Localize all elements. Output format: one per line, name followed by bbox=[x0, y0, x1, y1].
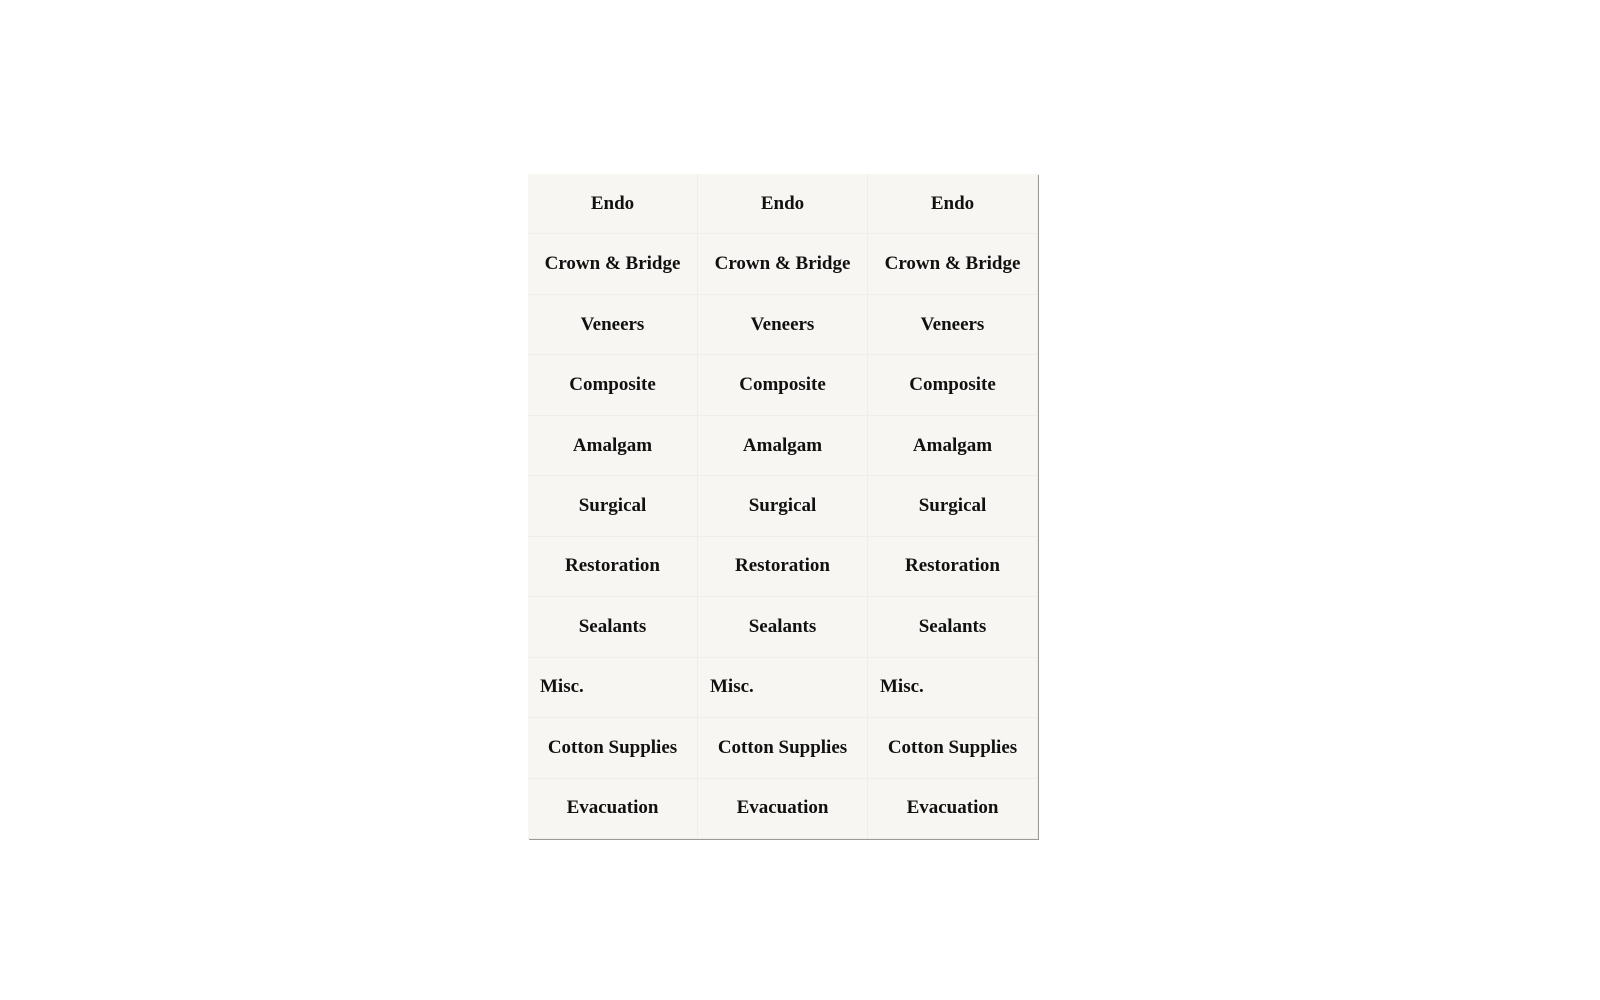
label-surgical: Surgical bbox=[868, 476, 1038, 536]
label-endo: Endo bbox=[698, 174, 868, 234]
label-veneers: Veneers bbox=[698, 295, 868, 355]
label-sealants: Sealants bbox=[698, 597, 868, 657]
label-sealants: Sealants bbox=[868, 597, 1038, 657]
label-sealants: Sealants bbox=[528, 597, 698, 657]
label-endo: Endo bbox=[868, 174, 1038, 234]
label-restoration: Restoration bbox=[868, 537, 1038, 597]
label-cotton-supplies: Cotton Supplies bbox=[698, 718, 868, 778]
label-crown-bridge: Crown & Bridge bbox=[528, 234, 698, 294]
label-veneers: Veneers bbox=[528, 295, 698, 355]
label-evacuation: Evacuation bbox=[868, 779, 1038, 839]
label-composite: Composite bbox=[528, 355, 698, 415]
label-misc: Misc. bbox=[528, 658, 698, 718]
label-amalgam: Amalgam bbox=[698, 416, 868, 476]
label-amalgam: Amalgam bbox=[868, 416, 1038, 476]
label-crown-bridge: Crown & Bridge bbox=[698, 234, 868, 294]
label-surgical: Surgical bbox=[698, 476, 868, 536]
label-cotton-supplies: Cotton Supplies bbox=[528, 718, 698, 778]
label-composite: Composite bbox=[868, 355, 1038, 415]
label-amalgam: Amalgam bbox=[528, 416, 698, 476]
label-restoration: Restoration bbox=[528, 537, 698, 597]
label-endo: Endo bbox=[528, 174, 698, 234]
label-evacuation: Evacuation bbox=[528, 779, 698, 839]
label-crown-bridge: Crown & Bridge bbox=[868, 234, 1038, 294]
label-misc: Misc. bbox=[868, 658, 1038, 718]
label-evacuation: Evacuation bbox=[698, 779, 868, 839]
label-sheet bbox=[528, 174, 1038, 839]
label-veneers: Veneers bbox=[868, 295, 1038, 355]
label-surgical: Surgical bbox=[528, 476, 698, 536]
label-composite: Composite bbox=[698, 355, 868, 415]
label-cotton-supplies: Cotton Supplies bbox=[868, 718, 1038, 778]
label-restoration: Restoration bbox=[698, 537, 868, 597]
label-misc: Misc. bbox=[698, 658, 868, 718]
